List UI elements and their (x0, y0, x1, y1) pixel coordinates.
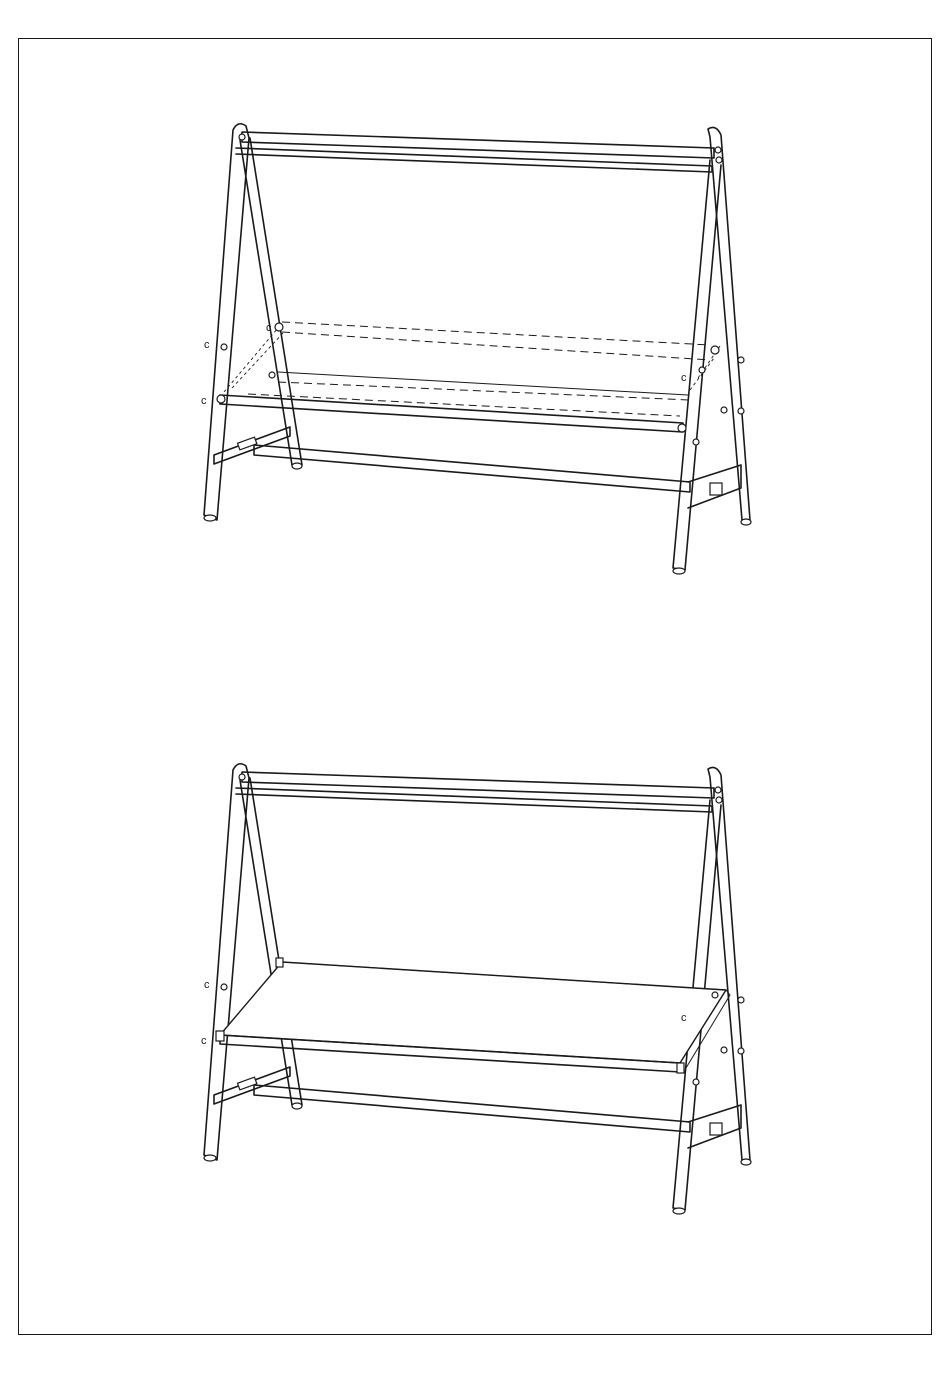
top-left-bolt (239, 774, 245, 780)
shelf-front-guide (278, 382, 690, 400)
nut (221, 984, 227, 990)
top-right-bolt (715, 787, 721, 793)
bottom-stretcher (254, 1085, 690, 1132)
bolt (712, 992, 718, 998)
screw-marker: c (681, 1012, 687, 1024)
nut (738, 997, 744, 1003)
right-front-leg (673, 160, 721, 570)
right-bracket-plate (710, 483, 722, 495)
back-left-bracket (276, 958, 283, 967)
shelf-back-edge-guide (282, 322, 710, 345)
top-right-bolt (715, 147, 721, 153)
bolt (678, 424, 686, 432)
top-right-bolt-2 (716, 157, 722, 163)
left-front-leg (204, 764, 249, 1160)
shelf-board-exploded (220, 322, 720, 432)
left-back-leg (240, 138, 302, 465)
top-right-bolt-2 (716, 797, 722, 803)
left-foot (204, 515, 216, 521)
screw-marker: c (266, 322, 272, 334)
nut (738, 408, 744, 414)
screw-marker: c (201, 395, 207, 407)
screw-marker: c (204, 339, 210, 351)
bottom-stretcher (254, 445, 690, 492)
diagram-assembled-shelf (190, 750, 760, 1220)
bolt (699, 367, 705, 373)
left-foot (204, 1155, 216, 1161)
frame-assembly (204, 124, 751, 574)
screw-marker: c (681, 372, 687, 384)
left-bracket-guide-2 (232, 332, 284, 388)
diagram-exploded-shelf (190, 110, 760, 580)
nut (221, 344, 227, 350)
nut (738, 357, 744, 363)
left-back-leg (240, 778, 302, 1105)
nut (721, 1047, 727, 1053)
nut (721, 407, 727, 413)
screw-marker: c (204, 979, 210, 991)
nut (738, 1048, 744, 1054)
left-back-foot (292, 1103, 302, 1109)
left-shelf-bracket (216, 1031, 224, 1041)
right-shelf-bracket (677, 1063, 684, 1073)
left-front-leg (204, 124, 249, 520)
top-rail (242, 772, 714, 798)
shelf-board-mounted (216, 958, 730, 1073)
bolt (275, 323, 283, 331)
right-foot (673, 1208, 685, 1214)
right-back-foot (741, 519, 751, 525)
right-foot (673, 568, 685, 574)
nut (693, 439, 699, 445)
bolt (711, 346, 719, 354)
right-back-leg (708, 767, 750, 1160)
screw-marker: c (201, 1035, 207, 1047)
top-rail-lower (236, 148, 712, 172)
top-rail-lower (236, 788, 712, 812)
right-back-foot (741, 1159, 751, 1165)
right-back-leg (708, 127, 750, 520)
shelf-back-edge-guide-2 (282, 332, 710, 360)
shelf-front-guide-2 (248, 394, 680, 416)
top-rail (242, 132, 714, 158)
right-bracket-plate (710, 1123, 722, 1135)
shelf-top-edge (278, 372, 688, 395)
bolt (217, 395, 225, 403)
left-back-foot (292, 463, 302, 469)
top-left-bolt (239, 134, 245, 140)
nut (269, 372, 275, 378)
nut (693, 1079, 699, 1085)
